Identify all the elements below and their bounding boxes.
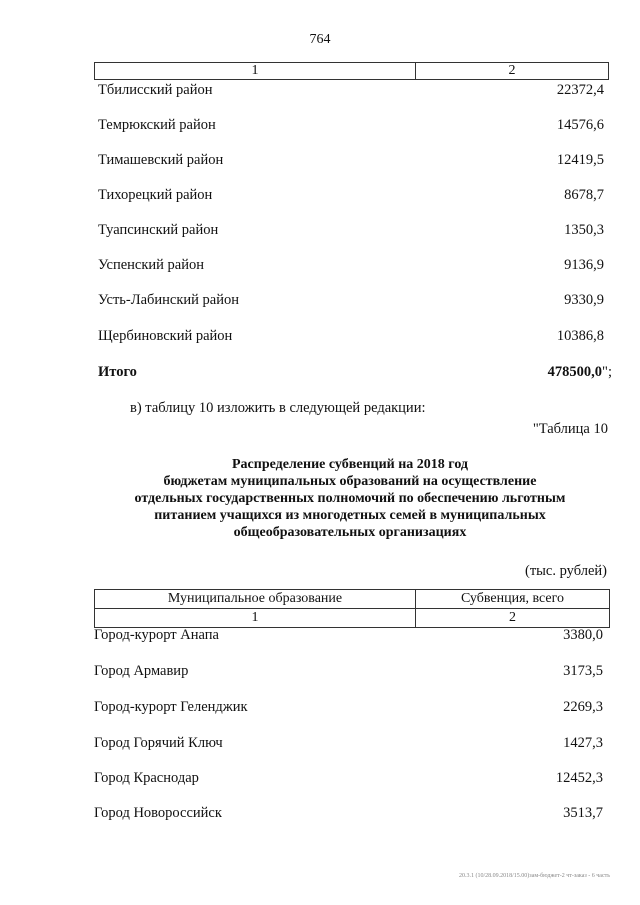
district-value: 9330,9 <box>564 292 604 308</box>
table1-column-numbers <box>94 62 609 80</box>
municipality-name: Город Горячий Ключ <box>94 735 223 751</box>
district-value: 1350,3 <box>564 222 604 238</box>
district-name: Тбилисский район <box>98 82 213 98</box>
table-row <box>98 117 604 134</box>
table-row <box>94 699 603 716</box>
heading-line: общеобразовательных организациях <box>233 525 467 540</box>
table2-column-numbers <box>94 608 610 628</box>
table2-header-row <box>94 589 610 609</box>
table-row <box>94 805 603 822</box>
district-name: Тихорецкий район <box>98 187 213 203</box>
table-row <box>98 292 604 309</box>
subvention-value: 2269,3 <box>563 699 603 715</box>
district-value: 8678,7 <box>564 187 604 203</box>
subvention-value: 3380,0 <box>563 627 603 643</box>
total-suffix: "; <box>602 364 612 380</box>
district-value: 14576,6 <box>556 117 604 133</box>
table-row <box>98 328 604 345</box>
district-name: Тимашевский район <box>98 152 224 168</box>
district-value: 10386,8 <box>556 328 604 344</box>
municipality-name: Город-курорт Анапа <box>94 627 219 643</box>
table-row <box>98 257 604 274</box>
subvention-value: 3513,7 <box>563 805 603 821</box>
municipality-name: Город-курорт Геленджик <box>94 699 248 715</box>
total-row <box>98 364 612 381</box>
header-municipality: Муниципальное образование <box>167 591 343 606</box>
table1-col-number-2: 2 <box>415 63 608 79</box>
district-value: 22372,4 <box>556 82 604 98</box>
municipality-name: Город Армавир <box>94 663 189 679</box>
table-row <box>98 152 604 169</box>
total-label: Итого <box>98 364 137 380</box>
table-row <box>94 627 603 644</box>
district-name: Щербиновский район <box>98 328 233 344</box>
table1-col-number-1: 1 <box>251 63 259 78</box>
municipality-name: Город Новороссийск <box>94 805 222 821</box>
header-subvention-total: Субвенция, всего <box>415 590 609 608</box>
district-name: Туапсинский район <box>98 222 219 238</box>
municipality-name: Город Краснодар <box>94 770 199 786</box>
subvention-value: 12452,3 <box>555 770 603 786</box>
district-value: 12419,5 <box>556 152 604 168</box>
subvention-value: 3173,5 <box>563 663 603 679</box>
district-value: 9136,9 <box>564 257 604 273</box>
subvention-value: 1427,3 <box>563 735 603 751</box>
document-footer: 20.3.1 (10/28.09.2018/15.00)зам-бюджет-2 чт-заказ - 6 часть <box>458 873 610 879</box>
table-row <box>94 663 603 680</box>
district-name: Усть-Лабинский район <box>98 292 239 308</box>
table-row <box>94 770 603 787</box>
heading-line: Распределение субвенций на 2018 год <box>232 457 468 472</box>
page-number: 764 <box>309 32 331 47</box>
total-value: 478500,0 <box>547 364 603 380</box>
table-row <box>98 187 604 204</box>
table-heading <box>90 456 610 541</box>
amendment-instruction: в) таблицу 10 изложить в следующей редакции: <box>130 400 426 416</box>
table-row <box>98 222 604 239</box>
heading-line: отдельных государственных полномочий по обеспечению льготным <box>134 491 566 506</box>
table-label: "Таблица 10 <box>532 421 608 437</box>
units-label: (тыс. рублей) <box>525 563 607 579</box>
district-name: Успенский район <box>98 257 204 273</box>
heading-line: питанием учащихся из многодетных семей в муниципальных <box>154 508 546 523</box>
heading-line: бюджетам муниципальных образований на осуществление <box>163 474 537 489</box>
district-name: Темрюкский район <box>98 117 216 133</box>
table2-col-number-1: 1 <box>251 610 259 625</box>
table2-col-number-2: 2 <box>415 609 609 627</box>
table-row <box>94 735 603 752</box>
table-row <box>98 82 604 99</box>
